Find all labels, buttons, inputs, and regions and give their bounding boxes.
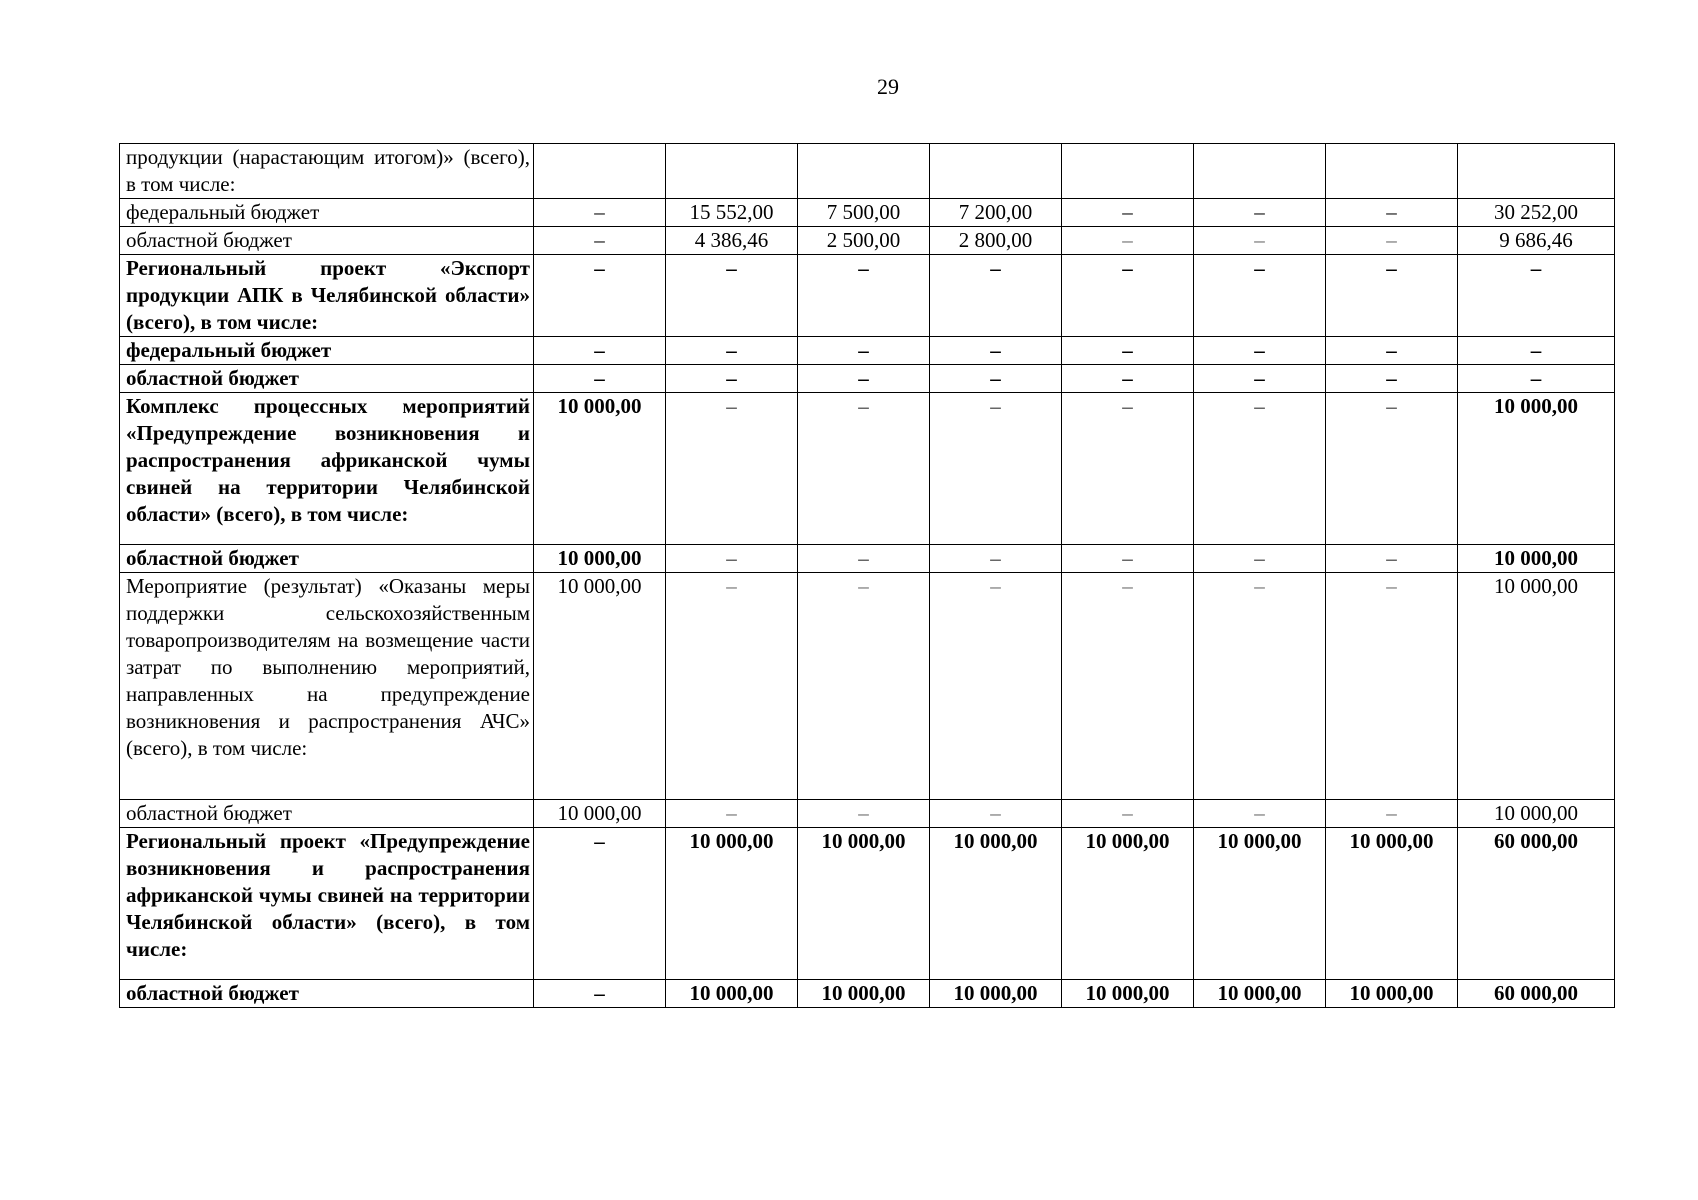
cell-value: – <box>990 256 1001 280</box>
table-row <box>120 828 1615 980</box>
cell-value: 10 000,00 <box>689 829 774 853</box>
cell-value: – <box>1254 366 1265 390</box>
row-label: Мероприятие (результат) «Оказаны меры поддержки сельскохозяйственным товаропроизводителям на возмещение части затрат по выполнению мероприятий, направленных на предупреждение возникновения и распространения АЧС» (всего), в том числе: <box>120 573 534 800</box>
cell-value: 10 000,00 <box>1494 574 1578 598</box>
value-cell <box>930 828 1062 980</box>
cell-value: – <box>594 338 605 362</box>
cell-value: 10 000,00 <box>1494 801 1578 825</box>
row-label: продукции (нарастающим итогом)» (всего), в том числе: <box>120 144 534 199</box>
cell-value: 9 686,46 <box>1499 228 1573 252</box>
cell-value: – <box>1530 338 1542 362</box>
cell-value: 2 500,00 <box>826 228 901 252</box>
value-cell <box>930 227 1062 255</box>
cell-value: – <box>1386 801 1397 825</box>
value-cell <box>666 828 798 980</box>
value-cell <box>666 255 798 337</box>
cell-value: – <box>858 546 869 570</box>
value-cell <box>1458 199 1615 227</box>
cell-value: 10 000,00 <box>1349 829 1434 853</box>
value-cell <box>1062 980 1194 1008</box>
cell-value: 10 000,00 <box>1217 981 1302 1005</box>
table-row <box>120 800 1615 828</box>
cell-value: – <box>990 394 1001 418</box>
cell-value: – <box>1254 394 1265 418</box>
cell-value: – <box>726 366 737 390</box>
value-cell <box>1062 199 1194 227</box>
value-cell <box>1194 227 1326 255</box>
value-cell <box>1326 980 1458 1008</box>
table-row <box>120 199 1615 227</box>
value-cell <box>1458 980 1615 1008</box>
value-cell <box>1194 337 1326 365</box>
value-cell <box>1326 255 1458 337</box>
row-label: Региональный проект «Предупреждение возникновения и распространения африканской чумы свиней на территории Челябинской области» (всего), в том числе: <box>120 828 534 980</box>
value-cell <box>1062 573 1194 800</box>
value-cell <box>1458 545 1615 573</box>
value-cell <box>798 337 930 365</box>
cell-value: – <box>990 546 1001 570</box>
cell-value: – <box>1122 256 1133 280</box>
value-cell <box>534 800 666 828</box>
value-cell <box>1194 980 1326 1008</box>
table-row <box>120 144 1615 199</box>
cell-value: 10 000,00 <box>953 981 1038 1005</box>
cell-value: – <box>858 338 869 362</box>
value-cell <box>1062 393 1194 545</box>
cell-value: 60 000,00 <box>1494 829 1578 853</box>
value-cell <box>666 337 798 365</box>
value-cell <box>1194 393 1326 545</box>
value-cell <box>1326 199 1458 227</box>
value-cell <box>798 545 930 573</box>
value-cell <box>534 337 666 365</box>
value-cell <box>1458 255 1615 337</box>
value-cell <box>666 980 798 1008</box>
value-cell <box>534 144 666 199</box>
cell-value: 4 386,46 <box>694 228 769 252</box>
cell-value: – <box>1386 394 1397 418</box>
cell-value: – <box>858 256 869 280</box>
value-cell <box>930 255 1062 337</box>
value-cell <box>534 828 666 980</box>
cell-value: 10 000,00 <box>1217 829 1302 853</box>
cell-value: – <box>858 801 869 825</box>
cell-value: 15 552,00 <box>689 200 774 224</box>
value-cell <box>798 227 930 255</box>
page-number: 29 <box>877 74 899 99</box>
cell-value: – <box>1122 366 1133 390</box>
value-cell <box>666 545 798 573</box>
value-cell <box>1062 337 1194 365</box>
table-row <box>120 573 1615 800</box>
value-cell <box>1062 144 1194 199</box>
cell-value: 10 000,00 <box>821 829 906 853</box>
cell-value: 2 800,00 <box>958 228 1033 252</box>
value-cell <box>534 573 666 800</box>
cell-value: – <box>1386 256 1397 280</box>
cell-value: – <box>1122 338 1133 362</box>
row-label: областной бюджет <box>120 365 534 393</box>
value-cell <box>1194 144 1326 199</box>
cell-value: – <box>1254 338 1265 362</box>
value-cell <box>1458 573 1615 800</box>
cell-value: 30 252,00 <box>1494 200 1578 224</box>
cell-value: – <box>594 228 605 252</box>
cell-value: – <box>990 574 1001 598</box>
budget-table-body <box>120 144 1615 1008</box>
cell-value: – <box>990 366 1001 390</box>
value-cell <box>1326 393 1458 545</box>
cell-value: – <box>1254 200 1265 224</box>
cell-value: – <box>1254 574 1265 598</box>
cell-value: – <box>1122 200 1133 224</box>
row-label: областной бюджет <box>120 800 534 828</box>
value-cell <box>1326 828 1458 980</box>
cell-value: – <box>990 338 1001 362</box>
value-cell <box>930 800 1062 828</box>
cell-value: – <box>594 829 605 853</box>
cell-value: – <box>1122 394 1133 418</box>
cell-value: – <box>726 394 737 418</box>
cell-value: – <box>1122 546 1133 570</box>
cell-value: – <box>726 801 737 825</box>
cell-value: – <box>1254 256 1265 280</box>
value-cell <box>1062 828 1194 980</box>
value-cell <box>930 337 1062 365</box>
cell-value: – <box>594 256 605 280</box>
value-cell <box>1062 227 1194 255</box>
value-cell <box>1326 337 1458 365</box>
value-cell <box>798 144 930 199</box>
value-cell <box>534 255 666 337</box>
table-row <box>120 393 1615 545</box>
value-cell <box>1458 800 1615 828</box>
value-cell <box>1194 573 1326 800</box>
table-row <box>120 337 1615 365</box>
value-cell <box>798 255 930 337</box>
cell-value: – <box>726 546 737 570</box>
value-cell <box>1194 365 1326 393</box>
table-row <box>120 545 1615 573</box>
row-label: областной бюджет <box>120 980 534 1008</box>
cell-value: – <box>594 366 605 390</box>
cell-value: – <box>1122 574 1133 598</box>
value-cell <box>666 227 798 255</box>
cell-value: – <box>858 574 869 598</box>
cell-value: 10 000,00 <box>821 981 906 1005</box>
value-cell <box>1326 144 1458 199</box>
value-cell <box>1458 227 1615 255</box>
value-cell <box>1062 545 1194 573</box>
cell-value: – <box>1254 801 1265 825</box>
cell-value: 7 200,00 <box>958 200 1033 224</box>
cell-value: – <box>858 394 869 418</box>
row-label: Комплекс процессных мероприятий «Предупреждение возникновения и распространения африканской чумы свиней на территории Челябинской области» (всего), в том числе: <box>120 393 534 545</box>
value-cell <box>534 365 666 393</box>
cell-value: 10 000,00 <box>689 981 774 1005</box>
value-cell <box>1194 199 1326 227</box>
value-cell <box>798 199 930 227</box>
value-cell <box>798 828 930 980</box>
row-label: Региональный проект «Экспорт продукции АПК в Челябинской области» (всего), в том числе: <box>120 255 534 337</box>
cell-value: – <box>1122 801 1133 825</box>
cell-value: – <box>1386 228 1397 252</box>
cell-value: – <box>1386 546 1397 570</box>
value-cell <box>798 800 930 828</box>
row-label: областной бюджет <box>120 227 534 255</box>
value-cell <box>1458 393 1615 545</box>
value-cell <box>534 227 666 255</box>
cell-value: 10 000,00 <box>557 394 642 418</box>
cell-value: 10 000,00 <box>1494 546 1578 570</box>
cell-value: 10 000,00 <box>1349 981 1434 1005</box>
cell-value: – <box>1254 228 1265 252</box>
value-cell <box>930 199 1062 227</box>
value-cell <box>1194 828 1326 980</box>
row-label: областной бюджет <box>120 545 534 573</box>
table-row <box>120 365 1615 393</box>
cell-value: 10 000,00 <box>1494 394 1578 418</box>
value-cell <box>534 545 666 573</box>
cell-value: 60 000,00 <box>1494 981 1578 1005</box>
value-cell <box>1062 365 1194 393</box>
value-cell <box>1194 800 1326 828</box>
table-row <box>120 980 1615 1008</box>
value-cell <box>930 393 1062 545</box>
cell-value: – <box>1386 200 1397 224</box>
value-cell <box>1458 337 1615 365</box>
value-cell <box>798 365 930 393</box>
cell-value: – <box>726 338 737 362</box>
value-cell <box>1326 800 1458 828</box>
value-cell <box>1458 828 1615 980</box>
value-cell <box>666 393 798 545</box>
value-cell <box>930 573 1062 800</box>
cell-value: – <box>726 574 737 598</box>
cell-value: – <box>1386 366 1397 390</box>
value-cell <box>666 365 798 393</box>
row-label: федеральный бюджет <box>120 337 534 365</box>
cell-value: – <box>1122 228 1133 252</box>
cell-value: – <box>1386 338 1397 362</box>
value-cell <box>534 393 666 545</box>
cell-value: – <box>990 801 1001 825</box>
value-cell <box>930 144 1062 199</box>
budget-table <box>119 143 1615 1008</box>
value-cell <box>798 573 930 800</box>
value-cell <box>1326 365 1458 393</box>
value-cell <box>1062 800 1194 828</box>
value-cell <box>1062 255 1194 337</box>
value-cell <box>1326 227 1458 255</box>
cell-value: – <box>1386 574 1397 598</box>
cell-value: 10 000,00 <box>1085 981 1170 1005</box>
cell-value: – <box>726 256 737 280</box>
value-cell <box>798 393 930 545</box>
value-cell <box>930 545 1062 573</box>
cell-value: – <box>594 200 605 224</box>
cell-value: – <box>1530 256 1542 280</box>
value-cell <box>666 199 798 227</box>
cell-value: – <box>1530 366 1542 390</box>
value-cell <box>666 573 798 800</box>
cell-value: 10 000,00 <box>1085 829 1170 853</box>
value-cell <box>1326 573 1458 800</box>
cell-value: 7 500,00 <box>826 200 901 224</box>
value-cell <box>930 980 1062 1008</box>
value-cell <box>666 144 798 199</box>
value-cell <box>930 365 1062 393</box>
cell-value: 10 000,00 <box>557 801 642 825</box>
cell-value: – <box>594 981 605 1005</box>
cell-value: – <box>858 366 869 390</box>
table-row <box>120 227 1615 255</box>
value-cell <box>1458 144 1615 199</box>
value-cell <box>1458 365 1615 393</box>
value-cell <box>666 800 798 828</box>
value-cell <box>1194 545 1326 573</box>
value-cell <box>798 980 930 1008</box>
row-label: федеральный бюджет <box>120 199 534 227</box>
table-row <box>120 255 1615 337</box>
value-cell <box>534 980 666 1008</box>
cell-value: – <box>1254 546 1265 570</box>
value-cell <box>1194 255 1326 337</box>
cell-value: 10 000,00 <box>557 546 642 570</box>
value-cell <box>534 199 666 227</box>
value-cell <box>1326 545 1458 573</box>
cell-value: 10 000,00 <box>953 829 1038 853</box>
cell-value: 10 000,00 <box>557 574 642 598</box>
